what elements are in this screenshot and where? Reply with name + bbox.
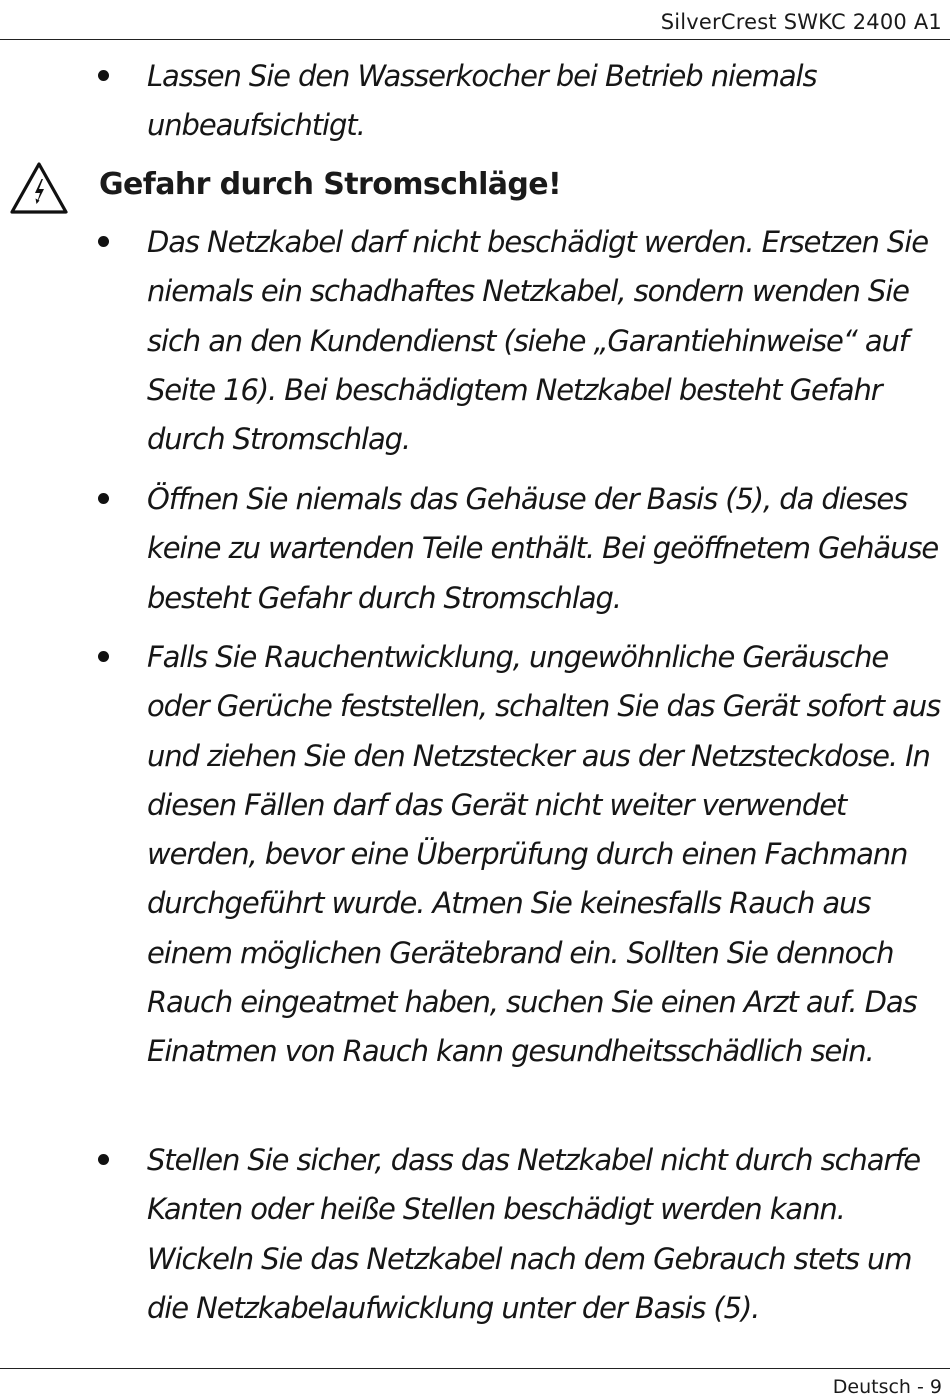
bullet-icon — [98, 475, 114, 491]
list-item-text: Falls Sie Rauchentwicklung, ungewöhnliche Geräusche oder Gerüche feststellen, schalten Sie das Gerät sofort aus und ziehen Sie den Netzstecker aus der Netzsteckdose. In diesen Fällen darf das Gerät nicht weiter verwendet werden, bevor eine Überprüfung durch einen Fachmann durchgeführt wurde. Atmen Sie keinesfalls Rauch aus einem möglichen Gerätebrand ein. Sollten Sie dennoch Rauch eingeatmet haben, suchen Sie einen Arzt auf. Das Einatmen von Rauch kann gesundheitsschädlich sein. — [147, 640, 941, 1069]
page-number: Deutsch - 9 — [832, 1376, 942, 1398]
document-header: SilverCrest SWKC 2400 A1 — [660, 10, 942, 34]
header-rule — [0, 39, 950, 40]
list-item-text: Öffnen Sie niemals das Gehäuse der Basis (5), da dieses keine zu wartenden Teile enthält. Bei geöffnetem Gehäuse besteht Gefahr durch Stromschlag. — [147, 482, 939, 615]
section-heading: Gefahr durch Stromschläge! — [99, 167, 562, 202]
list-item-text: Lassen Sie den Wasserkocher bei Betrieb niemals unbeaufsichtigt. — [147, 59, 817, 143]
footer-rule — [0, 1368, 950, 1369]
bullet-icon — [98, 1136, 114, 1152]
list-item-text: Das Netzkabel darf nicht beschädigt werden. Ersetzen Sie niemals ein schadhaftes Netzkabel, sondern wenden Sie sich an den Kundendienst (siehe „Garantiehinweise“ auf Seite 16). Bei beschädigtem Netzkabel besteht Gefahr durch Stromschlag. — [147, 225, 928, 457]
bullet-icon — [98, 218, 114, 234]
bullet-icon — [98, 52, 114, 68]
list-item-text: Stellen Sie sicher, dass das Netzkabel nicht durch scharfe Kanten oder heiße Stellen beschädigt werden kann. Wickeln Sie das Netzkabel nach dem Gebrauch stets um die Netzkabelaufwicklung unter der Basis (5). — [147, 1143, 921, 1325]
electric-hazard-warning-icon — [8, 160, 70, 216]
bullet-icon — [98, 633, 114, 649]
